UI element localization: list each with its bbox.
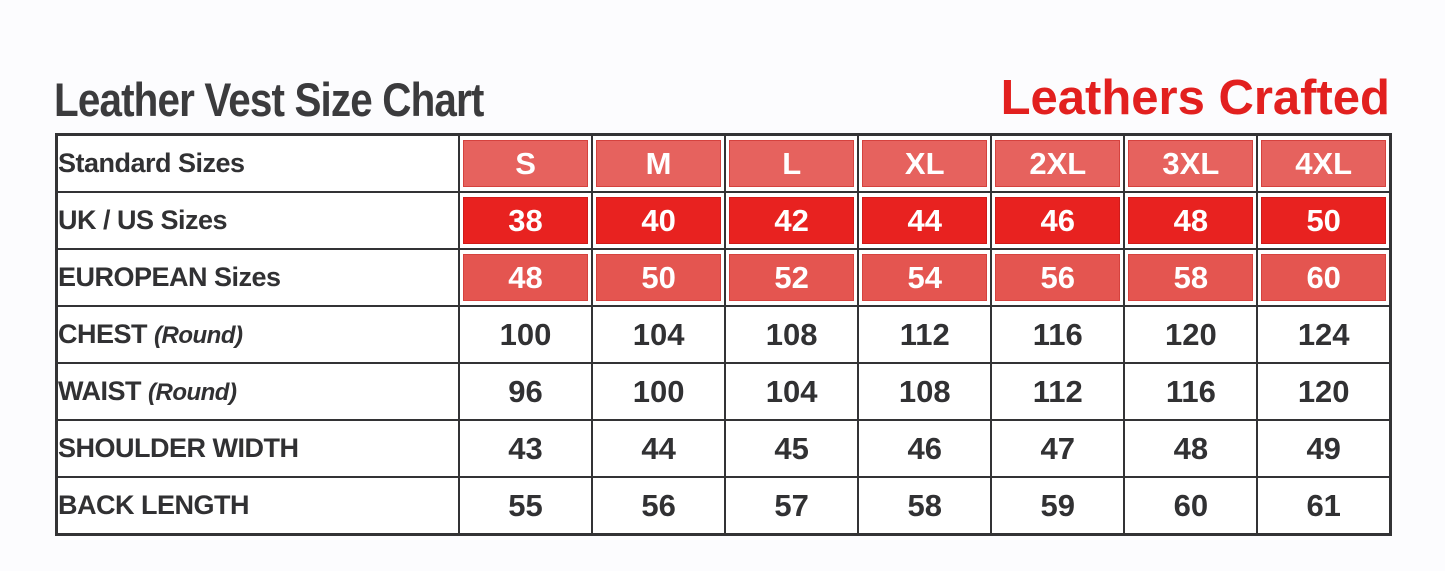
table-row [57,420,1391,477]
size-value-cell [1124,135,1257,193]
size-value-cell [459,192,592,249]
size-value-cell: 104 [725,363,858,420]
table-row [57,135,1391,193]
size-value-cell [991,135,1124,193]
size-chip: L [729,140,854,187]
size-chip: 46 [995,197,1120,244]
size-chip: 60 [1261,254,1386,301]
size-chip: 40 [596,197,721,244]
size-value-cell: 100 [592,363,725,420]
size-chip: 44 [862,197,987,244]
size-value-cell: 57 [725,477,858,535]
size-value-cell [725,192,858,249]
size-value-cell [1257,249,1390,306]
size-value-cell: 120 [1124,306,1257,363]
size-value-cell: 56 [592,477,725,535]
size-value-cell: 100 [459,306,592,363]
row-label: WAIST (Round) [57,363,460,420]
size-chip: 38 [463,197,588,244]
size-value-cell: 46 [858,420,991,477]
size-value-cell: 104 [592,306,725,363]
table-row [57,249,1391,306]
size-value-cell: 116 [1124,363,1257,420]
size-value-cell: 112 [858,306,991,363]
size-value-cell [1124,192,1257,249]
size-value-cell: 116 [991,306,1124,363]
size-value-cell [592,249,725,306]
size-value-cell [592,135,725,193]
size-value-cell [858,249,991,306]
row-label: EUROPEAN Sizes [57,249,460,306]
size-value-cell: 49 [1257,420,1390,477]
size-chip: 52 [729,254,854,301]
row-label: SHOULDER WIDTH [57,420,460,477]
size-value-cell: 47 [991,420,1124,477]
row-label: BACK LENGTH [57,477,460,535]
table-row [57,306,1391,363]
size-chip: 50 [596,254,721,301]
brand-logo-text: Leathers Crafted [1000,71,1390,125]
size-value-cell: 59 [991,477,1124,535]
row-label-suffix: (Round) [154,322,243,349]
size-value-cell [725,249,858,306]
size-chip: 48 [463,254,588,301]
size-value-cell: 120 [1257,363,1390,420]
size-value-cell [1257,192,1390,249]
size-value-cell: 96 [459,363,592,420]
size-value-cell: 58 [858,477,991,535]
size-value-cell [991,249,1124,306]
size-value-cell [725,135,858,193]
size-chip: XL [862,140,987,187]
page-title: Leather Vest Size Chart [54,73,484,126]
size-value-cell: 61 [1257,477,1390,535]
size-chip: 58 [1128,254,1253,301]
size-value-cell [1124,249,1257,306]
size-value-cell: 48 [1124,420,1257,477]
size-chip: 48 [1128,197,1253,244]
row-label: UK / US Sizes [57,192,460,249]
size-value-cell [858,135,991,193]
size-chip: S [463,140,588,187]
size-chip: 4XL [1261,140,1386,187]
row-label-suffix: (Round) [148,379,237,406]
size-value-cell [1257,135,1390,193]
size-value-cell: 112 [991,363,1124,420]
size-chip: 42 [729,197,854,244]
size-chip: 50 [1261,197,1386,244]
size-value-cell: 108 [725,306,858,363]
row-label: Standard Sizes [57,135,460,193]
size-value-cell [592,192,725,249]
size-value-cell [459,135,592,193]
size-chart-table [55,133,1392,536]
row-label: CHEST (Round) [57,306,460,363]
table-row [57,363,1391,420]
size-value-cell [459,249,592,306]
size-chip: 54 [862,254,987,301]
size-chip: 3XL [1128,140,1253,187]
size-value-cell: 45 [725,420,858,477]
size-value-cell: 60 [1124,477,1257,535]
size-value-cell: 44 [592,420,725,477]
size-value-cell: 55 [459,477,592,535]
size-value-cell [991,192,1124,249]
table-row [57,192,1391,249]
size-chip: 2XL [995,140,1120,187]
size-chip: 56 [995,254,1120,301]
size-value-cell: 124 [1257,306,1390,363]
size-value-cell: 43 [459,420,592,477]
size-value-cell [858,192,991,249]
size-value-cell: 108 [858,363,991,420]
size-chip: M [596,140,721,187]
table-row [57,477,1391,535]
